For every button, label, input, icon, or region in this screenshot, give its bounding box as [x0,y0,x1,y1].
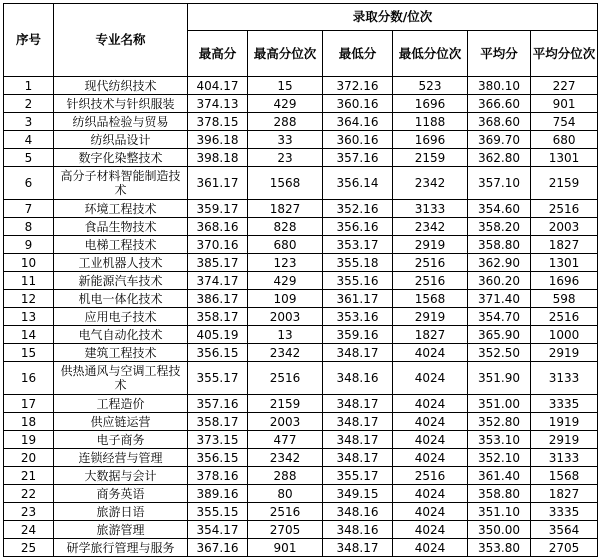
table-row [4,344,598,362]
cell-min-score: 348.16 [323,521,393,539]
cell-min-score: 349.15 [323,485,393,503]
cell-avg-score: 351.10 [468,503,531,521]
cell-avg-rank: 227 [531,77,598,95]
cell-max-rank: 15 [248,77,323,95]
cell-seq: 20 [4,449,54,467]
cell-min-rank: 2516 [393,254,468,272]
cell-min-score: 348.17 [323,539,393,557]
cell-seq: 16 [4,362,54,395]
cell-major-name: 新能源汽车技术 [54,272,188,290]
cell-max-score: 356.15 [188,344,248,362]
cell-min-rank: 1568 [393,290,468,308]
cell-major-name: 连锁经营与管理 [54,449,188,467]
cell-min-rank: 4024 [393,431,468,449]
cell-seq: 6 [4,167,54,200]
cell-max-score: 359.17 [188,200,248,218]
cell-min-rank: 4024 [393,413,468,431]
cell-major-name: 研学旅行管理与服务 [54,539,188,557]
cell-major-name: 工程造价 [54,395,188,413]
cell-max-score: 370.16 [188,236,248,254]
cell-major-name: 高分子材料智能制造技术 [54,167,188,200]
cell-avg-rank: 754 [531,113,598,131]
cell-avg-score: 366.60 [468,95,531,113]
admission-score-table [3,3,598,557]
cell-avg-score: 352.80 [468,413,531,431]
cell-avg-rank: 3335 [531,503,598,521]
cell-avg-score: 371.40 [468,290,531,308]
header-min-score: 最低分 [323,31,393,77]
cell-min-rank: 2159 [393,149,468,167]
cell-min-score: 348.16 [323,362,393,395]
cell-major-name: 数字化染整技术 [54,149,188,167]
cell-avg-rank: 2919 [531,344,598,362]
cell-max-score: 374.13 [188,95,248,113]
cell-max-rank: 828 [248,218,323,236]
table-row [4,539,598,557]
table-row [4,167,598,200]
cell-avg-score: 362.90 [468,254,531,272]
table-row [4,362,598,395]
table-row [4,395,598,413]
header-min-rank: 最低分位次 [393,31,468,77]
cell-major-name: 工业机器人技术 [54,254,188,272]
cell-avg-score: 353.10 [468,431,531,449]
cell-max-rank: 901 [248,539,323,557]
header-avg-rank: 平均分位次 [531,31,598,77]
cell-avg-score: 369.70 [468,131,531,149]
cell-major-name: 建筑工程技术 [54,344,188,362]
table-row [4,236,598,254]
cell-min-score: 356.14 [323,167,393,200]
table-row [4,218,598,236]
cell-major-name: 旅游管理 [54,521,188,539]
cell-min-rank: 1188 [393,113,468,131]
cell-avg-rank: 3133 [531,362,598,395]
cell-max-score: 358.17 [188,413,248,431]
cell-avg-score: 350.00 [468,521,531,539]
table-row [4,485,598,503]
cell-max-rank: 288 [248,467,323,485]
table-row [4,77,598,95]
cell-major-name: 大数据与会计 [54,467,188,485]
cell-max-rank: 13 [248,326,323,344]
cell-max-rank: 123 [248,254,323,272]
cell-avg-score: 380.10 [468,77,531,95]
cell-major-name: 电梯工程技术 [54,236,188,254]
cell-min-score: 361.17 [323,290,393,308]
cell-max-rank: 2516 [248,362,323,395]
cell-max-rank: 1827 [248,200,323,218]
header-score-rank-group: 录取分数/位次 [188,4,598,31]
cell-major-name: 商务英语 [54,485,188,503]
cell-min-rank: 2516 [393,272,468,290]
cell-major-name: 纺织品设计 [54,131,188,149]
cell-seq: 23 [4,503,54,521]
cell-min-score: 353.17 [323,236,393,254]
admission-score-table-container [3,3,598,557]
cell-seq: 2 [4,95,54,113]
cell-avg-score: 354.60 [468,200,531,218]
cell-seq: 18 [4,413,54,431]
cell-max-score: 354.17 [188,521,248,539]
cell-max-rank: 2003 [248,413,323,431]
cell-min-score: 360.16 [323,131,393,149]
cell-max-rank: 80 [248,485,323,503]
table-row [4,131,598,149]
cell-major-name: 电气自动化技术 [54,326,188,344]
cell-avg-rank: 1301 [531,149,598,167]
cell-avg-rank: 1696 [531,272,598,290]
cell-min-rank: 523 [393,77,468,95]
cell-avg-score: 365.90 [468,326,531,344]
cell-avg-rank: 598 [531,290,598,308]
cell-avg-rank: 2159 [531,167,598,200]
cell-seq: 24 [4,521,54,539]
cell-min-score: 353.16 [323,308,393,326]
cell-max-rank: 477 [248,431,323,449]
table-row [4,413,598,431]
cell-seq: 14 [4,326,54,344]
cell-major-name: 供应链运营 [54,413,188,431]
header-max-rank: 最高分位次 [248,31,323,77]
cell-seq: 17 [4,395,54,413]
cell-seq: 21 [4,467,54,485]
cell-max-rank: 23 [248,149,323,167]
cell-seq: 7 [4,200,54,218]
cell-min-score: 359.16 [323,326,393,344]
cell-max-score: 398.18 [188,149,248,167]
header-seq: 序号 [4,4,54,77]
cell-max-rank: 2342 [248,344,323,362]
cell-avg-rank: 3335 [531,395,598,413]
cell-major-name: 旅游日语 [54,503,188,521]
cell-min-rank: 1696 [393,131,468,149]
cell-max-rank: 1568 [248,167,323,200]
cell-major-name: 环境工程技术 [54,200,188,218]
cell-min-score: 356.16 [323,218,393,236]
cell-min-rank: 1696 [393,95,468,113]
cell-seq: 13 [4,308,54,326]
cell-min-rank: 4024 [393,485,468,503]
cell-max-rank: 109 [248,290,323,308]
cell-avg-rank: 3564 [531,521,598,539]
cell-max-score: 367.16 [188,539,248,557]
table-row [4,149,598,167]
cell-max-rank: 2342 [248,449,323,467]
cell-min-score: 352.16 [323,200,393,218]
cell-avg-rank: 1301 [531,254,598,272]
cell-seq: 3 [4,113,54,131]
cell-avg-score: 360.20 [468,272,531,290]
cell-major-name: 食品生物技术 [54,218,188,236]
cell-avg-score: 357.10 [468,167,531,200]
cell-min-score: 348.17 [323,449,393,467]
table-row [4,254,598,272]
table-row [4,449,598,467]
cell-max-rank: 33 [248,131,323,149]
cell-min-rank: 3133 [393,200,468,218]
cell-avg-rank: 1000 [531,326,598,344]
cell-min-rank: 2919 [393,308,468,326]
header-max-score: 最高分 [188,31,248,77]
cell-max-score: 396.18 [188,131,248,149]
cell-min-score: 355.18 [323,254,393,272]
cell-min-rank: 4024 [393,344,468,362]
table-header [4,4,598,77]
cell-seq: 12 [4,290,54,308]
cell-min-score: 372.16 [323,77,393,95]
cell-max-score: 378.16 [188,467,248,485]
cell-min-score: 360.16 [323,95,393,113]
cell-avg-rank: 1827 [531,485,598,503]
table-row [4,521,598,539]
table-row [4,95,598,113]
cell-max-score: 355.17 [188,362,248,395]
cell-min-score: 348.17 [323,413,393,431]
cell-min-rank: 4024 [393,362,468,395]
cell-max-score: 356.15 [188,449,248,467]
table-row [4,113,598,131]
cell-seq: 10 [4,254,54,272]
cell-seq: 4 [4,131,54,149]
table-row [4,503,598,521]
cell-max-rank: 2705 [248,521,323,539]
cell-min-score: 348.17 [323,395,393,413]
cell-avg-rank: 1568 [531,467,598,485]
cell-max-score: 357.16 [188,395,248,413]
cell-max-rank: 2003 [248,308,323,326]
cell-min-rank: 2342 [393,167,468,200]
cell-max-score: 368.16 [188,218,248,236]
cell-min-score: 348.17 [323,431,393,449]
cell-max-score: 355.15 [188,503,248,521]
cell-min-rank: 4024 [393,449,468,467]
cell-seq: 11 [4,272,54,290]
cell-avg-score: 358.80 [468,485,531,503]
cell-avg-score: 368.60 [468,113,531,131]
cell-avg-rank: 2919 [531,431,598,449]
cell-min-score: 357.16 [323,149,393,167]
cell-avg-score: 351.90 [468,362,531,395]
cell-min-rank: 2516 [393,467,468,485]
cell-max-score: 389.16 [188,485,248,503]
cell-avg-score: 352.10 [468,449,531,467]
header-major: 专业名称 [54,4,188,77]
cell-seq: 22 [4,485,54,503]
cell-min-rank: 4024 [393,395,468,413]
cell-min-rank: 4024 [393,539,468,557]
cell-min-score: 355.17 [323,467,393,485]
cell-major-name: 供热通风与空调工程技术 [54,362,188,395]
cell-avg-score: 358.20 [468,218,531,236]
cell-max-score: 378.15 [188,113,248,131]
cell-avg-score: 362.80 [468,149,531,167]
cell-major-name: 针织技术与针织服装 [54,95,188,113]
cell-seq: 25 [4,539,54,557]
cell-avg-rank: 1919 [531,413,598,431]
cell-avg-score: 354.70 [468,308,531,326]
cell-avg-score: 361.40 [468,467,531,485]
cell-min-rank: 2342 [393,218,468,236]
cell-avg-rank: 901 [531,95,598,113]
cell-seq: 19 [4,431,54,449]
table-body [4,77,598,557]
cell-max-rank: 2516 [248,503,323,521]
cell-max-score: 361.17 [188,167,248,200]
cell-major-name: 现代纺织技术 [54,77,188,95]
cell-avg-rank: 2516 [531,308,598,326]
cell-avg-score: 358.80 [468,236,531,254]
cell-avg-rank: 2003 [531,218,598,236]
table-row [4,326,598,344]
cell-major-name: 纺织品检验与贸易 [54,113,188,131]
table-row [4,272,598,290]
cell-max-score: 374.17 [188,272,248,290]
cell-max-score: 385.17 [188,254,248,272]
cell-major-name: 机电一体化技术 [54,290,188,308]
cell-major-name: 电子商务 [54,431,188,449]
cell-min-rank: 2919 [393,236,468,254]
cell-max-rank: 429 [248,272,323,290]
header-avg-score: 平均分 [468,31,531,77]
cell-max-score: 386.17 [188,290,248,308]
cell-major-name: 应用电子技术 [54,308,188,326]
cell-min-rank: 4024 [393,503,468,521]
cell-avg-rank: 680 [531,131,598,149]
cell-seq: 9 [4,236,54,254]
cell-max-rank: 680 [248,236,323,254]
cell-min-score: 348.17 [323,344,393,362]
table-row [4,308,598,326]
cell-min-rank: 1827 [393,326,468,344]
cell-avg-score: 352.50 [468,344,531,362]
cell-min-rank: 4024 [393,521,468,539]
cell-max-rank: 288 [248,113,323,131]
table-row [4,290,598,308]
cell-avg-rank: 3133 [531,449,598,467]
cell-max-rank: 429 [248,95,323,113]
cell-avg-rank: 2516 [531,200,598,218]
cell-avg-score: 351.00 [468,395,531,413]
cell-seq: 1 [4,77,54,95]
table-row [4,431,598,449]
cell-max-score: 358.17 [188,308,248,326]
cell-max-score: 405.19 [188,326,248,344]
cell-seq: 5 [4,149,54,167]
cell-max-score: 404.17 [188,77,248,95]
cell-min-score: 348.16 [323,503,393,521]
table-row [4,467,598,485]
cell-avg-rank: 2705 [531,539,598,557]
cell-seq: 8 [4,218,54,236]
cell-avg-score: 353.80 [468,539,531,557]
cell-seq: 15 [4,344,54,362]
cell-max-rank: 2159 [248,395,323,413]
cell-avg-rank: 1827 [531,236,598,254]
cell-min-score: 355.16 [323,272,393,290]
cell-min-score: 364.16 [323,113,393,131]
table-row [4,200,598,218]
cell-max-score: 373.15 [188,431,248,449]
